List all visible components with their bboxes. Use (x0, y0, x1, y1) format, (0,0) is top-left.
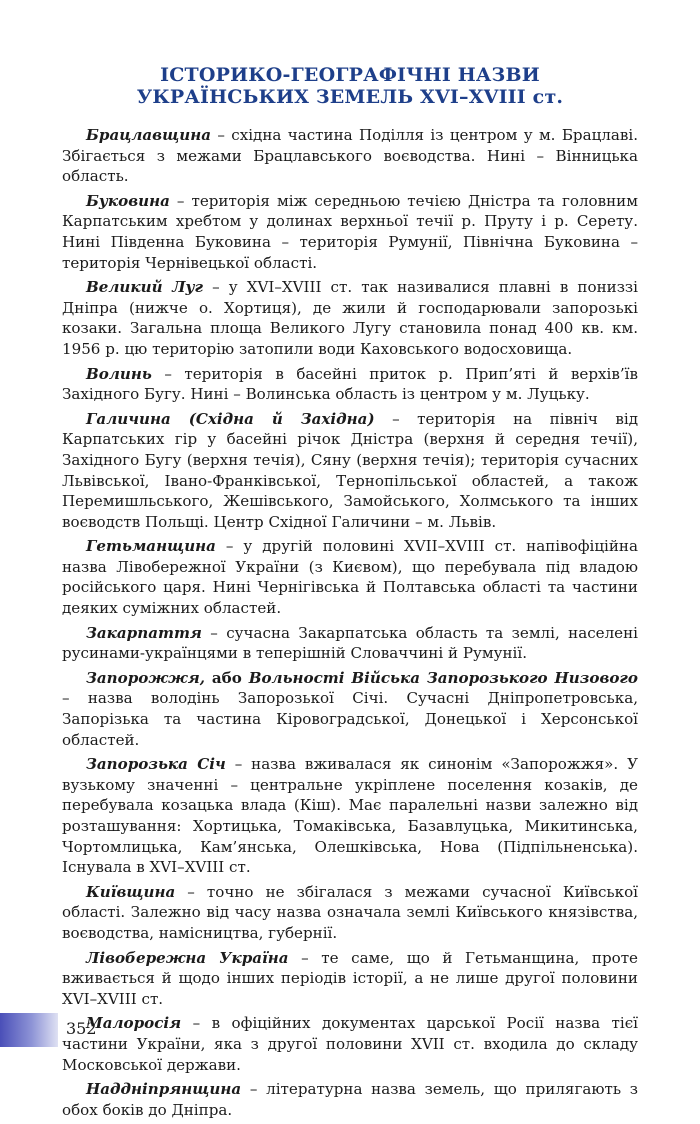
title-line-2: УКРАЇНСЬКИХ ЗЕМЕЛЬ XVI–XVIII ст. (136, 86, 564, 108)
entry-definition: – територія в басейні приток р. Прип’яті й верхів’їв Західного Бугу. Нині – Волинська область із центром у м. Луцьку. (62, 364, 638, 404)
entry-definition: – те саме, що й Гетьманщина, проте вживається й щодо інших періодів історії, а не лише другої половини XVI–XVIII ст. (62, 948, 638, 1008)
entry-term: Великий Луг (86, 278, 203, 297)
entry-hetmanshchyna (62, 536, 638, 618)
entry-term-alt: Вольності Війська Запорозького Низового (248, 668, 638, 687)
entry-term: Малоросія (86, 1014, 182, 1033)
entry-malorosiia (62, 1013, 638, 1075)
entry-term: Наддніпрянщина (86, 1080, 242, 1099)
entry-term: Закарпаття (86, 623, 202, 642)
entry-bratslavshchyna (62, 125, 638, 187)
entry-term: Галичина (Східна й Західна) (86, 409, 375, 428)
entry-term: Запорозька Січ (86, 755, 226, 774)
entry-conjunction: або (205, 668, 249, 687)
entry-definition: – територія на північ від Карпатських гір у басейні річок Дністра (верхня й середня течії), Західного Бугу (верхня течія), Сяну (верхня течія); територія сучасних Львівської, Івано-Франківської, Тернопільської областей, а також Перемишльського, Жешівського, Замойського, Холмського та інших воєводств Польщі. Центр Східної Галичини – м. Львів. (62, 409, 638, 531)
entry-velykyi-luh (62, 277, 638, 359)
entry-definition: – літературна назва земель, що прилягають з обох боків до Дніпра. (62, 1080, 638, 1119)
entry-zakarpattia (62, 623, 638, 664)
entry-definition: – у XVI–XVIII ст. так називалися плавні в пониззі Дніпра (нижче о. Хортиця), де жили й господарювали запорозькі козаки. Загальна площа Великого Лугу становила понад 400 кв. км. 1956 р. цю територію затопили води Каховського водосховища. (62, 278, 638, 358)
page-number: 352 (66, 1019, 97, 1038)
entry-definition: – у другій половині XVII–XVIII ст. напівофіційна назва Лівобережної України (з Києвом), що перебувала під владою російського царя. Нині Чернігівська й Полтавська області та частини деяких суміжних областей. (62, 537, 638, 618)
entry-zaporozka-sich (62, 754, 638, 878)
entry-naddniprianshchyna (62, 1079, 638, 1120)
entry-volyn (62, 364, 638, 405)
entry-term: Буковина (86, 191, 170, 210)
entry-halychyna (62, 409, 638, 533)
entry-definition: – назва вживалася як синонім «Запорожжя». У вузькому значенні – центральне укріплене поселення козаків, де перебувала козацька влада (Кіш). Має паралельні назви залежно від розташування: Хортицька, Томаківська, Базавлуцька, Микитинська, Чортомлицька, Кам’янська, Олешківська, Нова (Підпільненська). Існувала в XVI–XVIII ст. (62, 755, 638, 877)
entry-term: Волинь (86, 364, 152, 383)
entry-term: Брацлавщина (86, 126, 211, 144)
entry-definition: – точно не збігалася з межами сучасної Київської області. Залежно від часу назва означала землі Київського князівства, воєводства, намісництва, губернії. (62, 882, 638, 942)
entry-term: Київщина (86, 882, 176, 901)
entry-term: Запорожжя, (86, 668, 206, 687)
entry-term: Лівобережна Україна (86, 948, 289, 967)
page-tab-decoration (0, 1013, 58, 1047)
entry-bukovyna (62, 191, 638, 273)
entry-definition: – в офіційних документах царської Росії назва тієї частини України, яка з другої половини XVII ст. входила до складу Московської держави. (62, 1014, 638, 1074)
entry-definition: – східна частина Поділля із центром у м. Брацлаві. Збігається з межами Брацлавського воєводства. Нині – Вінницька область. (62, 126, 638, 186)
entry-livoberezhna-ukraina (62, 948, 638, 1010)
entry-definition: – територія між середньою течією Дністра та головним Карпатським хребтом у долинах верхньої течії р. Пруту і р. Серету. Нині Південна Буковина – територія Румунії, Північна Буковина – територія Чернівецької області. (62, 191, 638, 272)
page-title (62, 64, 638, 108)
page-content (62, 64, 638, 1124)
entry-zaporozhzhia (62, 668, 638, 750)
entry-kyivshchyna (62, 882, 638, 944)
entry-definition: – сучасна Закарпатська область та землі, населені русинами-українцями в теперішній Словаччині й Румунії. (62, 623, 638, 663)
title-line-1: ІСТОРИКО-ГЕОГРАФІЧНІ НАЗВИ (160, 64, 540, 86)
entry-term: Гетьманщина (86, 537, 216, 556)
entry-definition: – назва володінь Запорозької Січі. Сучасні Дніпропетровська, Запорізька та частина Кіровоградської, Донецької і Херсонської областей. (62, 689, 638, 749)
